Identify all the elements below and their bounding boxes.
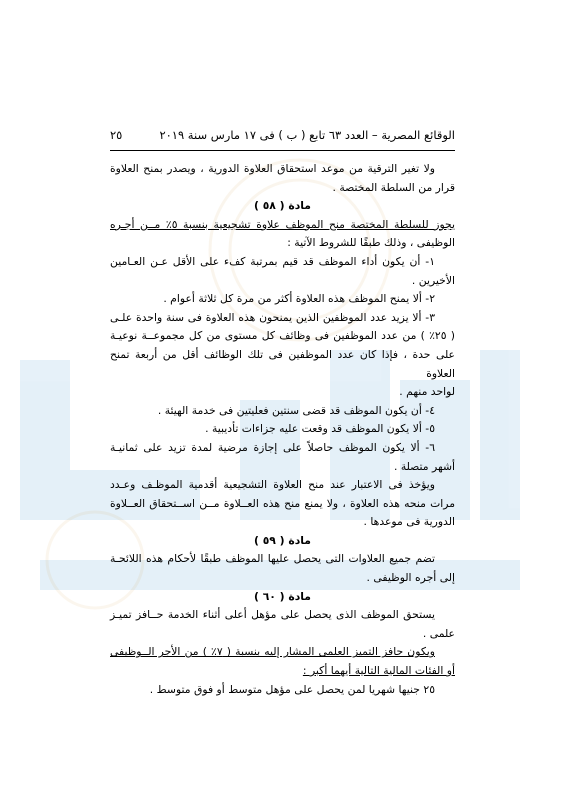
intro-line: ولا تغير الترقية من موعد استحقاق العلاوة الدورية ، ويصدر بمنح العلاوة: [110, 162, 435, 175]
article-line: يجوز للسلطة المختصة منح الموظف علاوة تشجيعية بنسبة ٥٪ مــن أجـره: [110, 217, 455, 231]
article-line: الوظيفى ، وذلك طبقًا للشروط الآتية :: [287, 236, 455, 250]
article-line: مرات منحه هذه العلاوة ، ولا يمنع منح هذه العــلاوة مــن اســتحقاق العــلاوة: [110, 496, 455, 510]
article-line: ٥- ألا يكون الموظف قد وقعت عليه جزاءات تأديبية .: [205, 422, 435, 436]
article-line: أشهر متصلة .: [393, 459, 455, 473]
article-line: الأخيرين .: [411, 273, 455, 287]
article-line: ٣- ألا يزيد عدد الموظفين الذين يمنحون هذه العلاوة فى سنة واحدة علـى: [110, 310, 435, 324]
article-line: ٢- ألا يمنح الموظف هذه العلاوة أكثر من مرة كل ثلاثة أعوام .: [163, 292, 435, 306]
article-line: تضم جميع العلاوات التى يحصل عليها الموظف طبقًا لأحكام هذه اللائحـة: [110, 552, 435, 566]
article-line: الدورية فى موعدها .: [363, 515, 455, 529]
article-heading: مادة ( ٥٩ ): [254, 533, 311, 547]
article-line: يستحق الموظف الذى يحصل على مؤهل أعلى أثناء الخدمة حــافز تميـز: [110, 608, 435, 622]
article-line: لواحد منهم .: [399, 385, 455, 399]
intro-line: قرار من السلطة المختصة .: [332, 180, 455, 194]
header-rule: [110, 150, 455, 151]
article-line: ويؤخذ فى الاعتبار عند منح العلاوة التشجيعية أقدمية الموظـف وعـدد: [110, 478, 435, 492]
article-heading: مادة ( ٥٨ ): [254, 199, 311, 213]
article-line: ٢٥ جنيها شهريا لمن يحصل على مؤهل متوسط أو فوق متوسط .: [149, 682, 435, 696]
article-line: ٦- ألا يكون الموظف حاصلاً على إجازة مرضية لمدة تزيد على ثمانيـة: [110, 440, 435, 454]
page-header: [110, 126, 455, 144]
article-line: ١- أن يكون أداء الموظف قد قيم بمرتبة كفء على الأقل عـن العـامين: [110, 254, 435, 268]
article-line: ( ٢٥٪ ) من عدد الموظفين فى وظائف كل مستوى من كل مجموعــة نوعيـة: [110, 329, 455, 343]
article-line: على حدة ، فإذا كان عدد الموظفين فى تلك الوظائف أقل من أربعة تمنح العلاوة: [110, 347, 455, 380]
article-line: ويكون حافز التميز العلمى المشار إليه بنسبة ( ٧٪ ) من الأجر الــوظيفى: [110, 645, 435, 659]
header-title: الوقائع المصرية – العدد ٦٣ تابع ( ب ) فى ١٧ مارس سنة ٢٠١٩: [159, 128, 455, 142]
page-number: ٢٥: [110, 128, 123, 142]
article-line: أو الفئات المالية التالية أيهما أكبر :: [302, 664, 455, 678]
document-body: [110, 160, 455, 699]
article-line: علمى .: [422, 626, 455, 640]
article-line: ٤- أن يكون الموظف قد قضى سنتين فعليتين فى خدمة الهيئة .: [157, 403, 435, 417]
article-line: إلى أجره الوظيفى .: [366, 571, 455, 585]
article-heading: مادة ( ٦٠ ): [254, 589, 311, 603]
